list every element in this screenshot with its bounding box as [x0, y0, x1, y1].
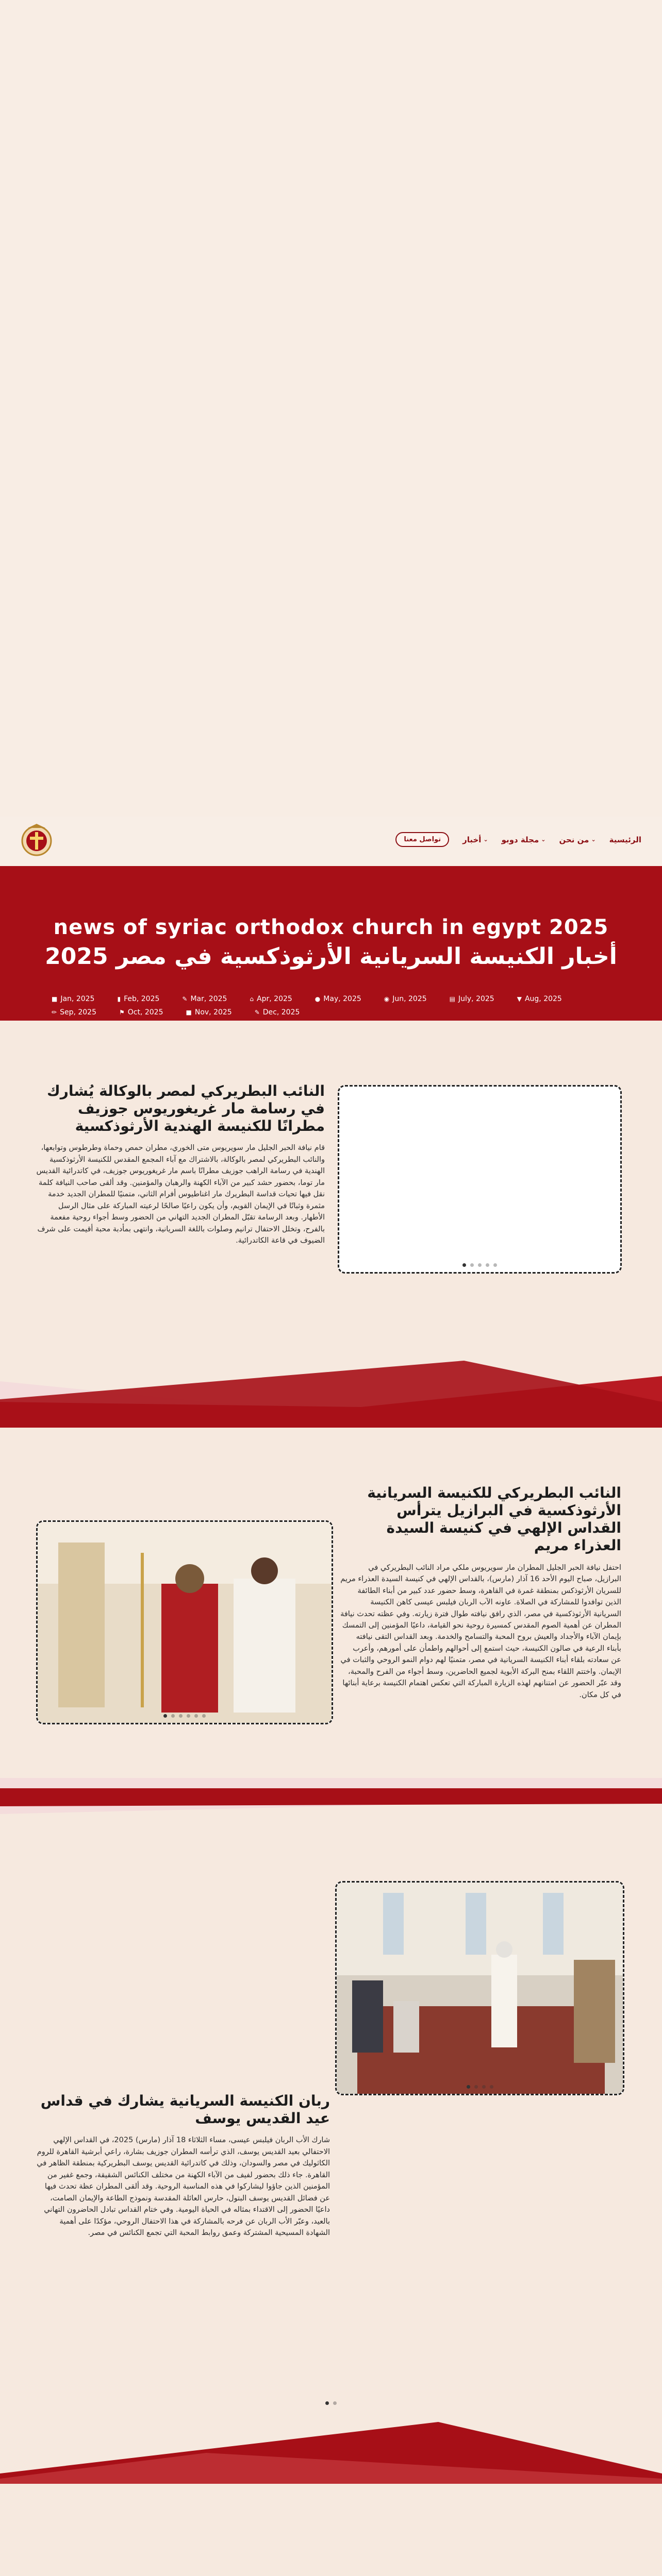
month-links	[52, 995, 614, 1016]
slider-dot[interactable]	[187, 1714, 190, 1718]
image-slider[interactable]	[335, 1881, 624, 2095]
book-icon: ▮	[117, 995, 121, 1003]
top-blank-area	[0, 0, 662, 817]
month-link[interactable]: ✎ Mar, 2025	[182, 995, 227, 1003]
month-link[interactable]: ✏ Sep, 2025	[52, 1008, 96, 1016]
shop-icon: ▤	[449, 995, 455, 1003]
image-slider[interactable]	[36, 1520, 333, 1724]
palette-icon: ◉	[384, 995, 390, 1003]
slider-dot[interactable]	[482, 2085, 486, 2089]
slider-dot[interactable]	[490, 2085, 493, 2089]
hero-title-en: news of syriac orthodox church in egypt 2025	[53, 916, 609, 939]
article-title[interactable]: النائب البطريركي للكنيسة السريانية الأرثوذكسية في البرازيل يترأس القداس الإلهي في كنيسة السيدة العذراء مريم	[367, 1484, 621, 1554]
article-title[interactable]: ربان الكنيسة السريانية يشارك في قداس عيد القديس يوسف	[40, 2092, 330, 2127]
wave-divider	[0, 1350, 662, 1428]
slider-dot[interactable]	[202, 1714, 206, 1718]
slider-dot[interactable]	[474, 2085, 478, 2089]
month-link[interactable]: ◉ Jun, 2025	[384, 995, 427, 1003]
folder-icon: ■	[52, 995, 58, 1003]
month-link[interactable]: ▼ Aug, 2025	[517, 995, 562, 1003]
slider-dot[interactable]	[467, 2085, 470, 2089]
article-title[interactable]: النائب البطريركي لمصر بالوكالة يُشارك في رسامة مار غريغوريوس جوزيف مطرانًا للكنيسة الهندية الأرثوذكسية	[47, 1082, 325, 1135]
month-link[interactable]: ⌂ Apr, 2025	[250, 995, 292, 1003]
slider-dot[interactable]	[171, 1714, 175, 1718]
contact-button[interactable]: تواصل معنا	[395, 832, 449, 847]
slider-dot[interactable]	[179, 1714, 183, 1718]
article-body: احتفل نيافة الحبر الجليل المطران مار سويريوس ملكي مراد النائب البطريركي في البرازيل، صباح اليوم الأحد 16 آذار (مارس)، بالقداس الإلهي في كنيسة السيدة العذراء مريم للسريان الأرثوذكس بمنطقة غمرة في القاهرة، وسط حضور عدد كبير من أبناء الطائفة الذين توافدوا للمشاركة في الصلاة. عاونه الآب الربان فيلبس عيسى كاهن الكنيسة السريانية الأرثوذكسية في مصر، الذي رافق نيافته طوال فترة زيارته. وفي عظته تحدث نيافة المطران عن أهمية الصوم المقدس كمسيرة روحية نحو القيامة، داعيًا المؤمنين إلى التمسك بإيمان الآباء والأجداد والعيش بروح المحبة والتسامح والخدمة. وبعد القداس التقى نيافته بأبناء الرعية في صالون الكنيسة، حيث استمع إلى أحوالهم واطمأن على أمورهم، وأعرب عن سعادته بلقاء أبناء الكنيسة السريانية في مصر، متمنيًا لهم دوام النمو الروحي والثبات في الإيمان. واختتم اللقاء بمنح البركة الأبوية لجميع الحاضرين، وسط أجواء من الفرح والمحبة، وقد عبّر الحضور عن امتنانهم لهذه الزيارة المباركة التي تعكس اهتمام الكنيسة برعاية أبنائها في كل مكان.	[340, 1563, 621, 1699]
nav-magazine[interactable]: مجلة دوبو ⌄	[501, 835, 546, 844]
bulb-icon: ●	[315, 995, 321, 1003]
article-text	[340, 1484, 621, 1701]
chevron-down-icon: ⌄	[591, 836, 596, 843]
site-header	[0, 817, 662, 866]
bookmark-icon: ▼	[517, 995, 522, 1003]
article-section-3	[0, 1840, 662, 2484]
wave-divider	[0, 1768, 662, 1840]
pager-dots	[0, 2401, 662, 2405]
pin-icon: ✎	[182, 995, 188, 1003]
slider-dot[interactable]	[478, 1263, 482, 1267]
slider-dots	[339, 1263, 620, 1267]
flag-icon: ⚑	[119, 1009, 125, 1016]
mass-photo	[337, 1883, 623, 2094]
month-link[interactable]: ▮ Feb, 2025	[117, 995, 160, 1003]
church-logo[interactable]	[19, 823, 55, 859]
slider-dot[interactable]	[163, 1714, 167, 1718]
slider-dots	[337, 2085, 623, 2089]
month-link[interactable]: ✎ Dec, 2025	[254, 1008, 300, 1016]
hero-title-ar: أخبار الكنيسة السريانية الأرثوذكسية في مصر 2025	[45, 943, 617, 970]
slider-dot[interactable]	[493, 1263, 497, 1267]
article-section-2	[0, 1428, 662, 1840]
wave-divider	[0, 2417, 662, 2484]
article-section-4	[0, 2484, 662, 2576]
slider-dot[interactable]	[486, 1263, 489, 1267]
article-body: قام نيافة الحبر الجليل مار سويريوس متى الخوري، مطران حمص وحماة وطرطوس وتوابعها، والنائب البطريركي لمصر بالوكالة، بالاشتراك مع آباء المجمع المقدس للكنيسة الأرثوذكسية الهندية في رسامة الراهب جوزيف مطرانًا باسم مار غريغوريوس جوزيف، في كاتدرائية القديس مار توما، بحضور حشد كبير من الآباء الكهنة والرهبان والمؤمنين. وقد ألقى صاحب النيافة كلمة نقل فيها تحيات قداسة البطريرك مار اغناطيوس أفرام الثاني، متمنيًا للمطران الجديد خدمة مثمرة وثباتًا في الإيمان القويم، وأن يكون راعيًا صالحًا لرعيته المباركة على مثال الرسل الأطهار. وبعد الرسامة تقبّل المطران الجديد التهاني من الحضور وسط أجواء روحية مفعمة بالفرح، وتخلل الاحتفال ترانيم وصلوات باللغة السريانية، وانتهى بمأدبة محبة أقيمت على شرف الضيوف في قاعة الكاتدرائية.	[36, 1144, 325, 1245]
pager-dot[interactable]	[325, 2401, 329, 2405]
chevron-down-icon: ⌄	[541, 836, 546, 843]
slider-dot[interactable]	[462, 1263, 466, 1267]
chevron-down-icon: ⌄	[483, 836, 488, 843]
article-text	[36, 2092, 330, 2239]
image-slider[interactable]	[338, 1085, 622, 1274]
pager-dot[interactable]	[333, 2401, 337, 2405]
home-icon: ⌂	[250, 995, 254, 1003]
nav-news[interactable]: أخبار ⌄	[462, 835, 488, 844]
month-link[interactable]: ■ Jan, 2025	[52, 995, 95, 1003]
month-link[interactable]: ■ Nov, 2025	[186, 1008, 232, 1016]
liturgy-photo	[38, 1522, 332, 1723]
nav-about[interactable]: من نحن ⌄	[559, 835, 596, 844]
nav-home[interactable]: الرئيسية	[609, 835, 641, 844]
month-link[interactable]: ⚑ Oct, 2025	[119, 1008, 163, 1016]
article-body: شارك الأب الربان فيلبس عيسى، مساء الثلاثاء 18 آذار (مارس) 2025، في القداس الإلهي الاحتفالي بعيد القديس يوسف، الذي ترأسه المطران جوزيف بشارة، راعي أبرشية القاهرة للروم الكاثوليك في مصر والسودان، وذلك في كاتدرائية القديس يوسف البطريركية بمنطقة الظاهر في القاهرة. جاء ذلك بحضور لفيف من الآباء الكهنة من مختلف الكنائس الشقيقة، وجمع غفير من المؤمنين الذين جاؤوا ليشاركوا في هذه المناسبة الروحية. وقد ألقى المطران عظة تحدث فيها عن فضائل القديس يوسف البتول، حارس العائلة المقدسة ونموذج الطاعة والإيمان الصامت، داعيًا الحضور إلى الاقتداء بمثاله في الحياة اليومية. وفي ختام القداس تبادل الحاضرون التهاني بالعيد، وعبّر الأب الربان عن فرحه بالمشاركة في هذا الاحتفال الروحي، مؤكدًا على أهمية الشهادة المسيحية المشتركة وعمق روابط المحبة التي تجمع الكنائس في مصر.	[37, 2136, 330, 2238]
slider-dot[interactable]	[194, 1714, 198, 1718]
month-link[interactable]: ● May, 2025	[315, 995, 361, 1003]
slider-dot[interactable]	[470, 1263, 474, 1267]
slider-dots	[38, 1714, 332, 1718]
article-text	[36, 1082, 325, 1247]
main-nav	[395, 832, 641, 847]
hero-banner	[0, 866, 662, 1021]
pin-icon: ✎	[254, 1009, 260, 1016]
folder-icon: ■	[186, 1009, 192, 1016]
article-section-1	[0, 1021, 662, 1428]
month-link[interactable]: ▤ July, 2025	[449, 995, 494, 1003]
pen-icon: ✏	[52, 1009, 57, 1016]
